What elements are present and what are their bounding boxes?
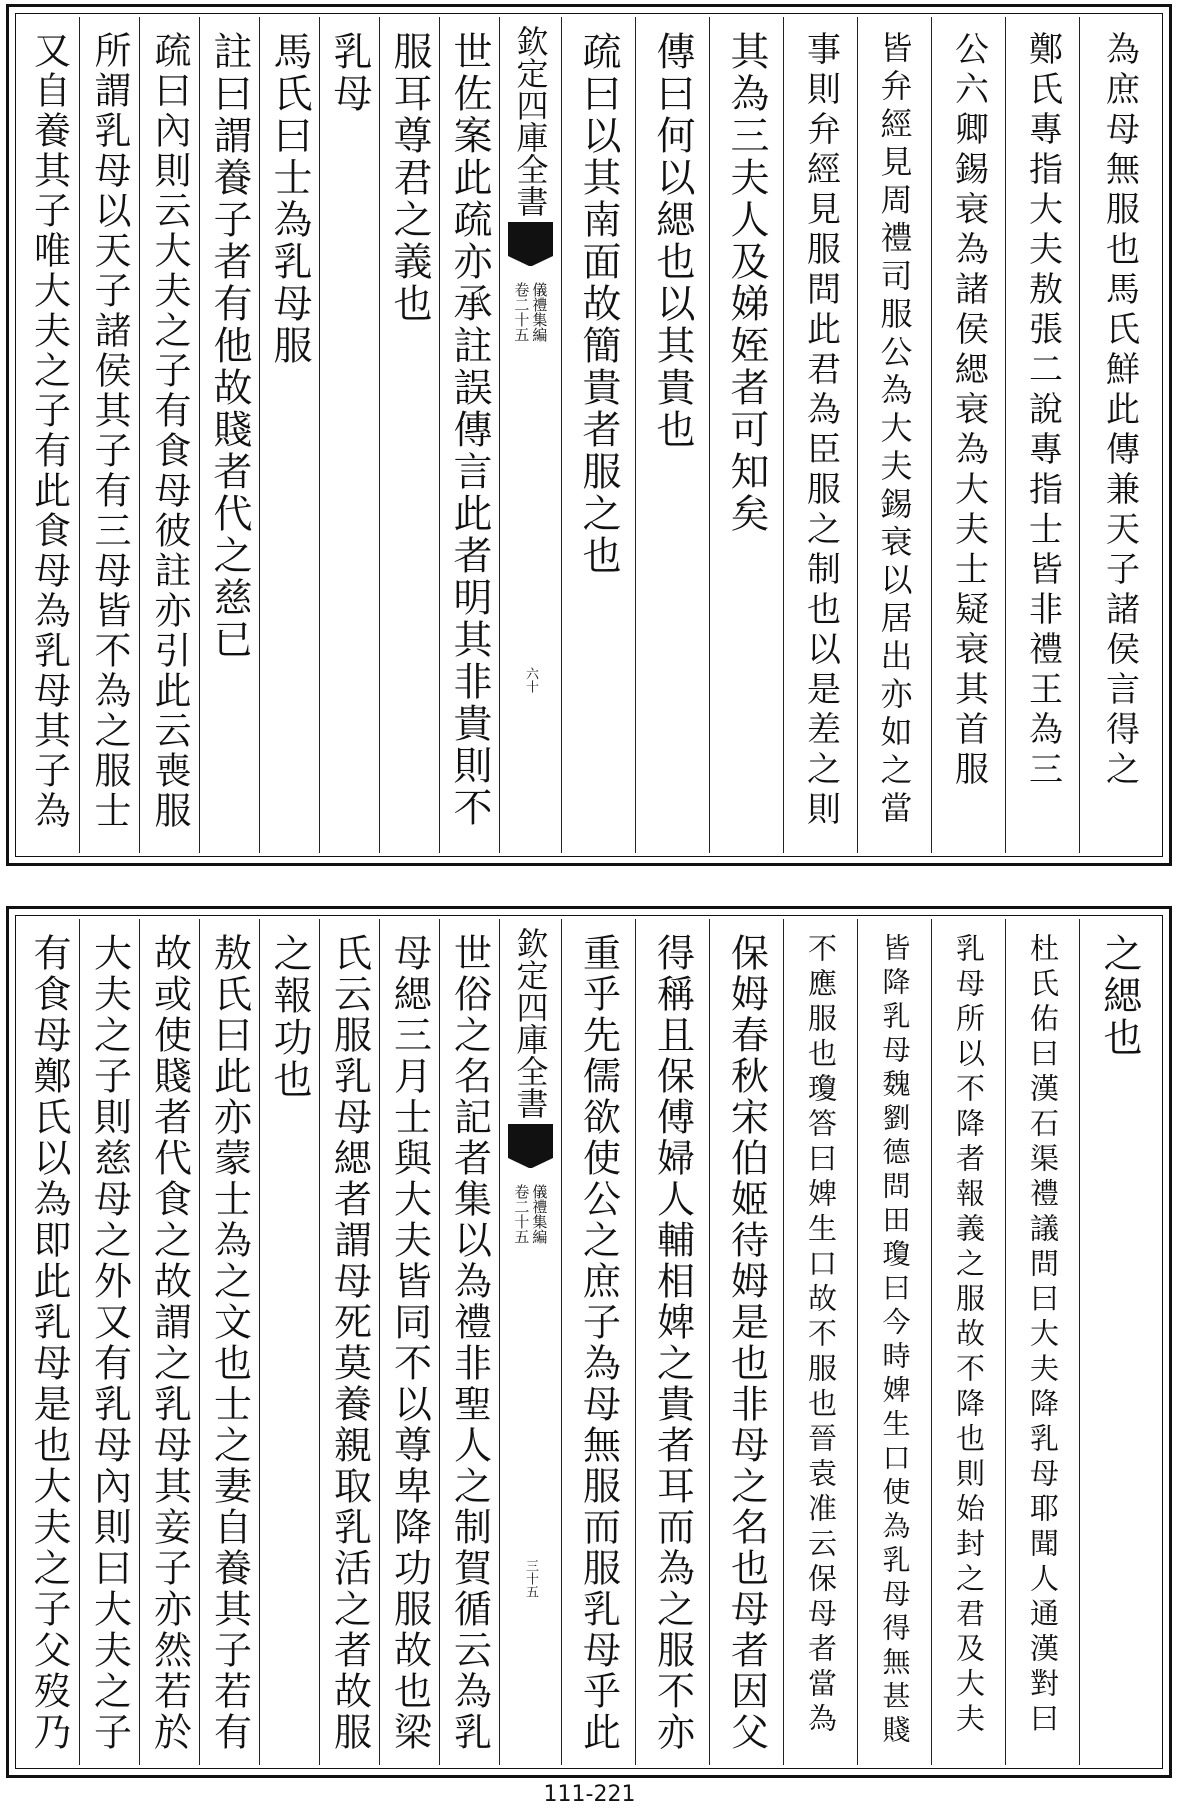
column-text: 皆降乳母魏劉德問田瓊曰今時婢生口使為乳母得無甚賤: [878, 933, 912, 1749]
text-column: [931, 17, 1005, 853]
text-column: [199, 919, 259, 1765]
book-title: 欽定四庫全書: [511, 927, 550, 1119]
column-text: 又自養其子唯大夫之子有此食母為乳母其子為: [27, 31, 71, 831]
text-column: [19, 919, 79, 1765]
column-text: 杜氏佑曰漢石渠禮議問曰大夫降乳母耶聞人通漢對曰: [1026, 933, 1060, 1738]
column-text: 之緦也: [1097, 933, 1142, 1059]
text-column: [79, 17, 139, 853]
text-column: [635, 17, 709, 853]
page-number: 111-221: [543, 1782, 636, 1807]
text-column: [139, 17, 199, 853]
column-text: 馬氏曰士為乳母服: [267, 31, 312, 367]
column-text: 服耳尊君之義也: [387, 31, 432, 325]
text-column: [79, 919, 139, 1765]
text-column: [139, 919, 199, 1765]
column-text: 重乎先儒欲使公之庶子為母無服而服乳母乎此: [576, 933, 621, 1753]
leaf-number: 三十五: [523, 1559, 538, 1598]
text-column: [1005, 17, 1079, 853]
column-text: 有食母鄭氏以為即此乳母是也大夫之子父歿乃: [27, 933, 71, 1753]
text-column: [319, 919, 379, 1765]
text-column: [199, 17, 259, 853]
volume-number: 卷二十五: [512, 1184, 531, 1244]
column-text: 其為三夫人及娣姪者可知矣: [724, 31, 769, 535]
text-column: [561, 17, 635, 853]
book-title: 欽定四庫全書: [511, 25, 550, 217]
column-text: 氏云服乳母緦者謂母死莫養親取乳活之者故服: [327, 933, 372, 1753]
column-text: 乳母: [327, 31, 372, 115]
text-column: [709, 17, 783, 853]
column-text: 傳曰何以緦也以其貴也: [650, 31, 695, 451]
column-text: 皆弁經見周禮司服公為大夫錫衰以居出亦如之當: [875, 31, 914, 829]
column-text: 疏曰內則云大夫之子有食母彼註亦引此云喪服: [148, 31, 191, 831]
text-column: [857, 17, 931, 853]
text-column: [259, 17, 319, 853]
text-column: [857, 919, 931, 1765]
column-text: 不應服也瓊答曰婢生口故不服也晉袁准云保母者當為: [804, 933, 838, 1738]
text-column: [931, 919, 1005, 1765]
column-text: 大夫之子則慈母之外又有乳母內則曰大夫之子: [87, 933, 132, 1753]
column-text: 之報功也: [267, 933, 312, 1101]
column-text: 世佐案此疏亦承註誤傳言此者明其非貴則不: [447, 31, 492, 829]
bottom-page-panel: [6, 906, 1172, 1778]
column-text: 保姆春秋宋伯姬待姆是也非母之名也母者因父: [724, 933, 769, 1753]
text-column: [1005, 919, 1079, 1765]
column-text: 得稱且保傅婦人輔相婢之貴者耳而為之服不亦: [650, 933, 695, 1753]
column-text: 疏曰以其南面故簡貴者服之也: [576, 31, 621, 577]
text-column: [635, 919, 709, 1765]
fish-tail-mark: [508, 1124, 553, 1158]
work-title: 儀禮集編: [530, 282, 549, 342]
text-column: [1079, 17, 1159, 853]
text-column: [259, 919, 319, 1765]
text-column: [561, 919, 635, 1765]
text-column: [1079, 919, 1159, 1765]
text-column: [379, 17, 439, 853]
column-text: 故或使賤者代食之故謂之乳母其妾子亦然若於: [147, 933, 192, 1753]
top-page-panel: [6, 4, 1172, 866]
column-text: 母緦三月士與大夫皆同不以尊卑降功服故也梁: [387, 933, 432, 1753]
text-column: [379, 919, 439, 1765]
page-gutter: [499, 17, 561, 853]
text-column: [319, 17, 379, 853]
column-text: 為庶母無服也馬氏鮮此傳兼天子諸侯言得之: [1099, 31, 1140, 791]
column-text: 註曰謂養子者有他故賤者代之慈已: [207, 31, 252, 661]
fish-tail-mark: [508, 222, 553, 256]
text-column: [783, 17, 857, 853]
column-text: 所謂乳母以天子諸侯其子有三母皆不為之服士: [88, 31, 131, 831]
text-column: [19, 17, 79, 853]
volume-number: 卷二十五: [512, 282, 531, 342]
text-column: [783, 919, 857, 1765]
column-text: 公六卿錫衰為諸侯緦衰為大夫士疑衰其首服: [948, 31, 989, 791]
work-title: 儀禮集編: [530, 1184, 549, 1244]
column-text: 事則弁經見服問此君為臣服之制也以是差之則: [800, 31, 841, 831]
column-text: 世俗之名記者集以為禮非聖人之制賀循云為乳: [447, 933, 492, 1753]
column-text: 乳母所以不降者報義之服故不降也則始封之君及大夫: [952, 933, 986, 1738]
column-text: 鄭氏專指大夫敖張二說專指士皆非禮王為三: [1022, 31, 1063, 791]
text-column: [439, 919, 499, 1765]
column-text: 敖氏曰此亦蒙士為之文也士之妻自養其子若有: [207, 933, 252, 1753]
leaf-number: 六十: [523, 667, 538, 693]
page-gutter: [499, 919, 561, 1765]
text-column: [709, 919, 783, 1765]
text-column: [439, 17, 499, 853]
